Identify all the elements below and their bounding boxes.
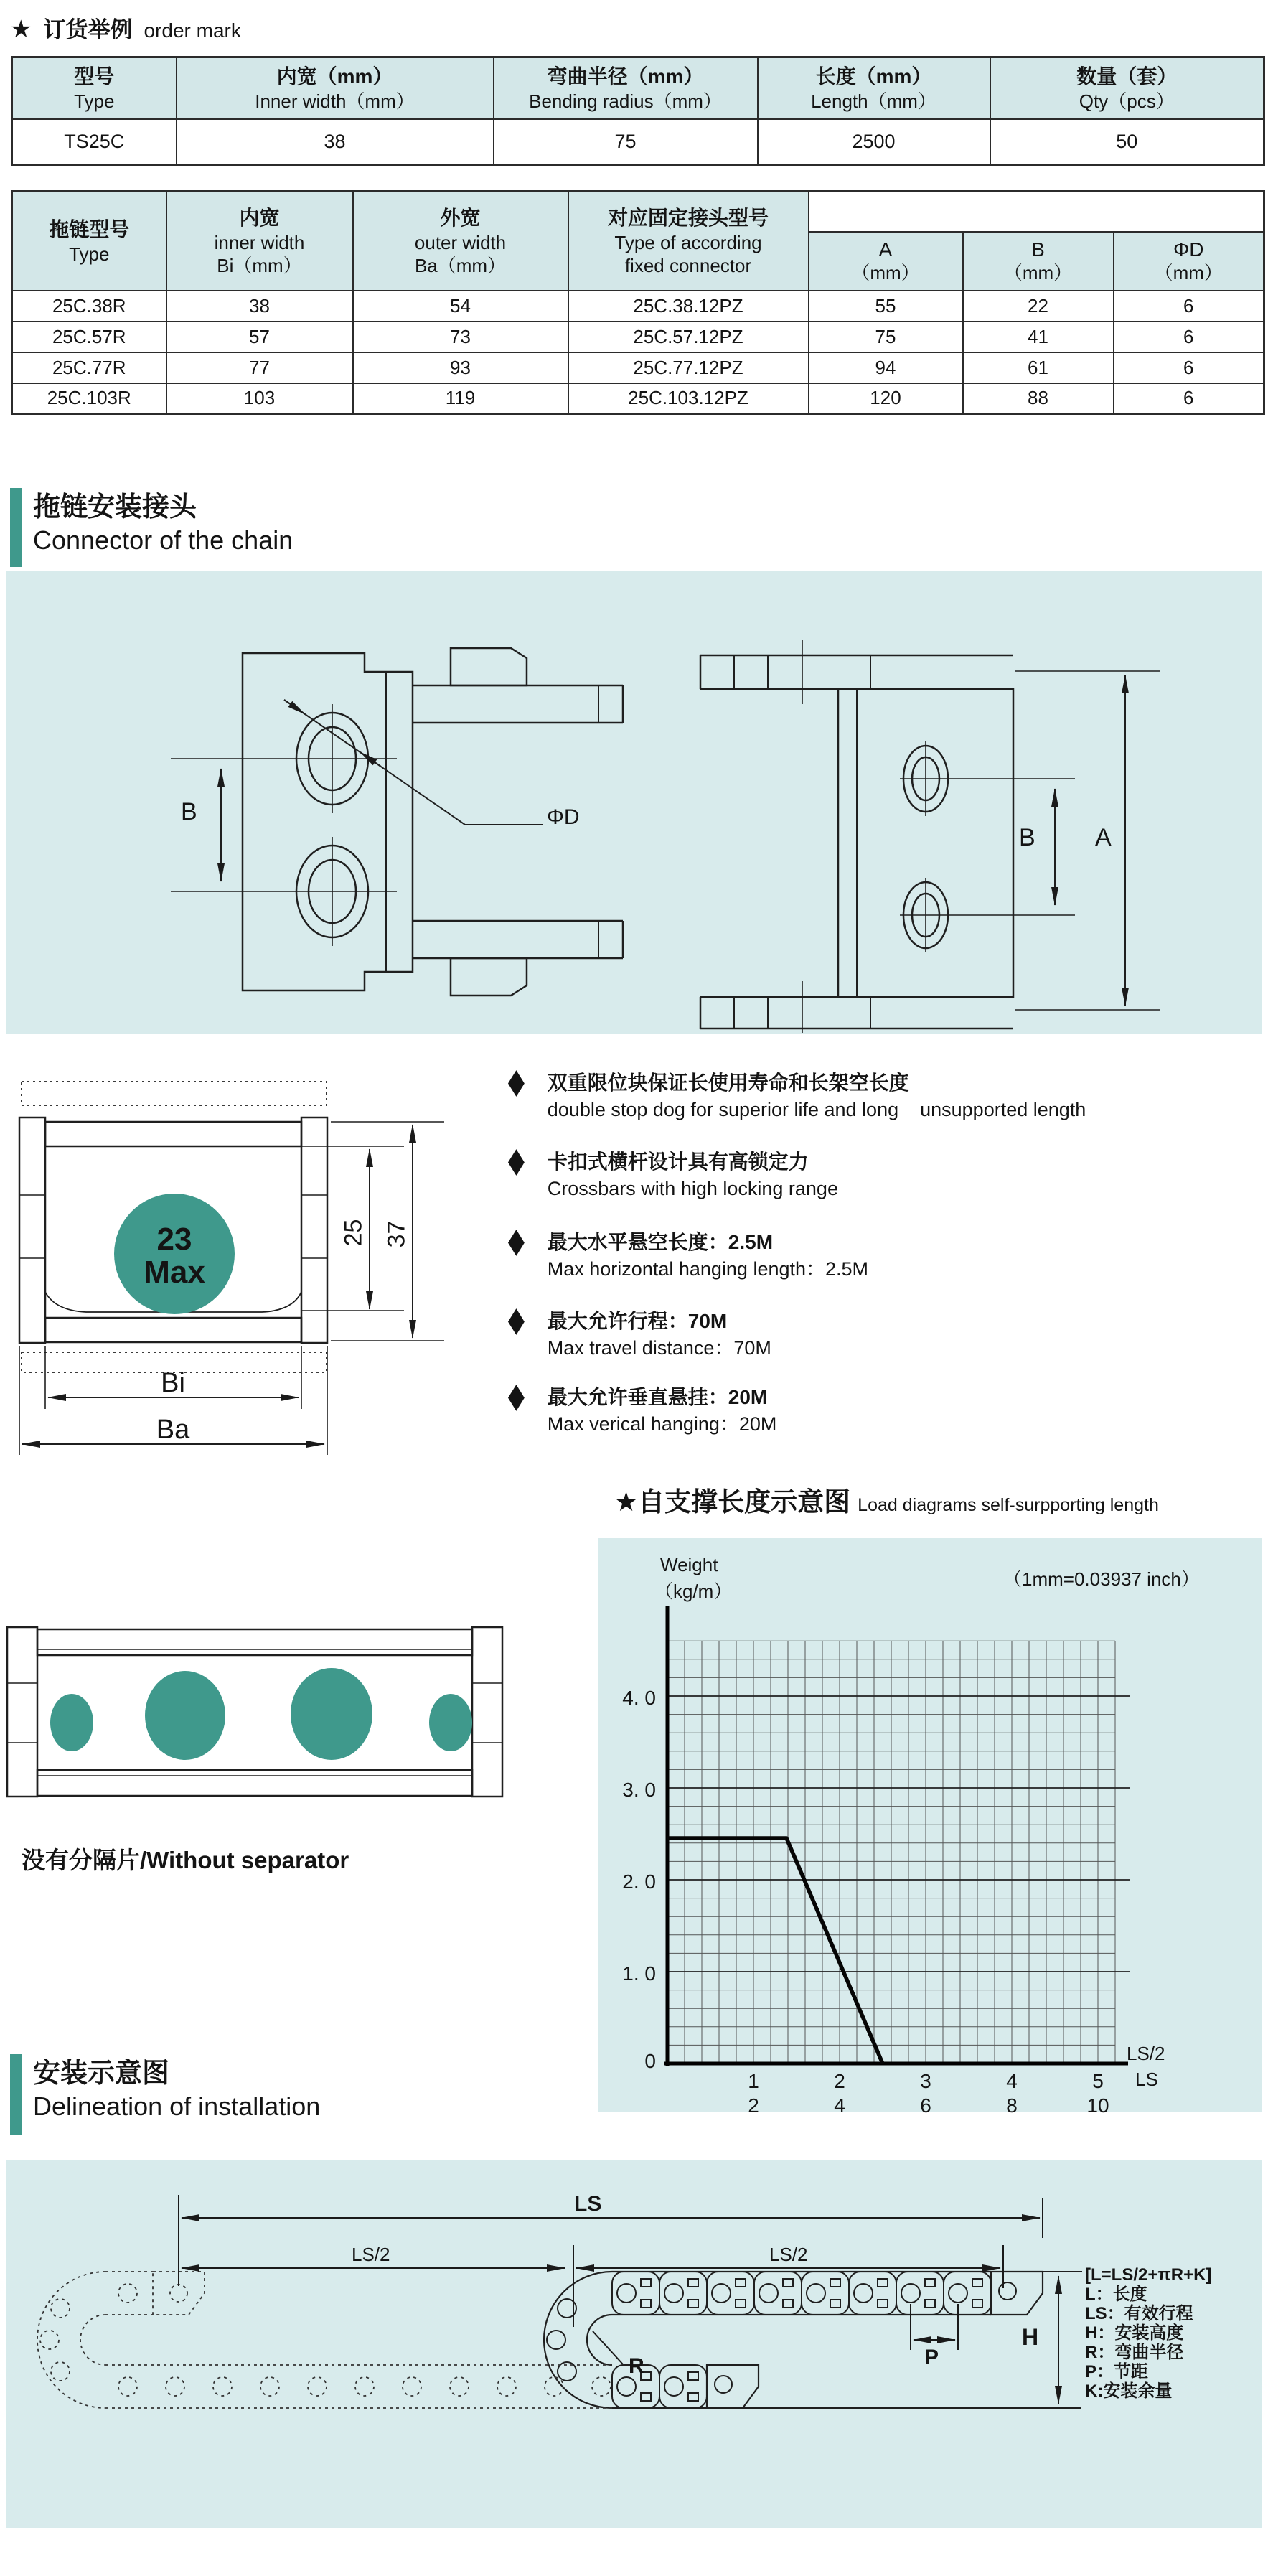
t2-r3-type: 25C.103R	[12, 383, 166, 414]
t1-cell-length: 2500	[758, 119, 990, 165]
t2-r2-d: 6	[1114, 352, 1264, 383]
t2-h-inner-zh: 内宽	[239, 206, 280, 229]
feature-3-zh: 最大水平悬空长度：2.5M	[547, 1231, 774, 1253]
t1-h-bend-en: Bending radius（mm）	[529, 90, 722, 112]
diamond-icon: ◆	[507, 1301, 525, 1339]
t2-r1-conn: 25C.57.12PZ	[568, 322, 809, 352]
t2-r2-b: 61	[963, 352, 1114, 383]
cable-circle-small	[429, 1694, 472, 1751]
table-row	[12, 322, 1264, 352]
chart-title-en: Load diagrams self-surpporting length	[858, 1495, 1159, 1515]
t2-h-type-en: Type	[69, 243, 110, 265]
t2-r2-bi: 77	[166, 352, 353, 383]
xtick-ls2-3: 3	[920, 2070, 931, 2092]
t2-header-inner	[166, 192, 353, 291]
t2-r2-type: 25C.77R	[12, 352, 166, 383]
cable-circle-large	[291, 1668, 372, 1760]
section-connector-zh: 拖链安装接头	[33, 492, 197, 523]
dim-37-label: 37	[382, 1220, 410, 1248]
t2-h-conn-en2: fixed connector	[624, 254, 752, 276]
t2-h-outer-zh: 外宽	[440, 206, 481, 229]
xtick-ls2-5: 5	[1092, 2070, 1104, 2092]
t2-h-conn-en1: Type of according	[614, 231, 762, 253]
legend-k: K:安装余量	[1085, 2381, 1173, 2401]
t2-r1-ba: 73	[353, 322, 568, 352]
chart-ylabel-1: Weight	[660, 1554, 718, 1575]
dim-b-left-label: B	[181, 798, 197, 825]
xtick-ls2-4: 4	[1006, 2070, 1018, 2092]
feature-1-zh: 双重限位块保证长使用寿命和长架空长度	[547, 1072, 909, 1094]
t1-h-inner-en: Inner width（mm）	[255, 90, 415, 112]
t1-h-type-en: Type	[74, 90, 115, 112]
t2-r1-type: 25C.57R	[12, 322, 166, 352]
t2-header-spacer	[809, 192, 1264, 232]
chart-note: （1mm=0.03937 inch）	[1003, 1568, 1200, 1590]
star-icon: ★	[10, 16, 32, 43]
dim-phi-d-label: ΦD	[547, 805, 580, 829]
xtick-ls-8: 8	[1006, 2094, 1018, 2117]
t2-r2-conn: 25C.77.12PZ	[568, 352, 809, 383]
t2-h-inner-unit: Bi（mm）	[217, 254, 302, 276]
order-mark-title-en: order mark	[144, 19, 241, 42]
diamond-icon: ◆	[507, 1222, 525, 1260]
diamond-icon: ◆	[507, 1141, 525, 1179]
separator-caption: 没有分隔片/Without separator	[22, 1847, 349, 1873]
max-circle-unit: Max	[144, 1255, 205, 1290]
t2-r2-ba: 93	[353, 352, 568, 383]
ytick-0: 0	[644, 2050, 656, 2072]
section-install-en: Delineation of installation	[33, 2092, 321, 2121]
t2-r0-type: 25C.38R	[12, 291, 166, 322]
t1-h-len-zh: 长度（mm）	[815, 65, 932, 88]
install-legend	[1085, 2265, 1211, 2401]
order-example-table	[11, 56, 1265, 166]
dim-bi-label: Bi	[161, 1368, 185, 1398]
feature-item	[505, 1301, 1266, 1361]
feature-item	[505, 1062, 1266, 1123]
t2-r3-bi: 103	[166, 383, 353, 414]
t1-cell-inner: 38	[177, 119, 494, 165]
t2-r2-a: 94	[809, 352, 963, 383]
chart-title	[614, 1487, 1159, 1517]
xtick-ls-10: 10	[1086, 2094, 1109, 2117]
section-connector-en: Connector of the chain	[33, 525, 293, 555]
t2-header-a	[809, 232, 963, 291]
xtick-ls2-2: 2	[834, 2070, 845, 2092]
t2-r1-a: 75	[809, 322, 963, 352]
t2-r3-ba: 119	[353, 383, 568, 414]
t1-h-qty-en: Qty（pcs）	[1079, 90, 1175, 112]
feature-1-en: double stop dog for superior life and long unsupported length	[547, 1099, 1086, 1120]
t2-h-type-zh: 拖链型号	[49, 217, 130, 240]
dim-p-label: P	[924, 2346, 939, 2369]
feature-2-zh: 卡扣式横杆设计具有高锁定力	[547, 1151, 809, 1173]
dim-ls2-right-label: LS/2	[769, 2244, 808, 2265]
order-mark-title-zh: 订货举例	[43, 17, 133, 42]
ytick-1: 1. 0	[622, 1962, 656, 1985]
legend-formula: [L=LS/2+πR+K]	[1085, 2265, 1212, 2285]
feature-5-en: Max verical hanging：20M	[547, 1413, 777, 1435]
xtick-ls-2: 2	[748, 2094, 759, 2117]
t1-h-qty-zh: 数量（套）	[1076, 65, 1178, 88]
feature-5-zh: 最大允许垂直悬挂：20M	[547, 1386, 768, 1408]
table-row	[12, 352, 1264, 383]
max-circle-value: 23	[156, 1222, 192, 1257]
table-row	[12, 383, 1264, 414]
chain-spec-table	[11, 190, 1265, 415]
feature-4-zh: 最大允许行程：70M	[547, 1310, 728, 1332]
t1-header-qty	[990, 57, 1264, 119]
dim-r-label: R	[629, 2354, 644, 2378]
cable-circle-large	[145, 1671, 225, 1760]
legend-r: R：弯曲半径	[1085, 2343, 1184, 2362]
t1-header-inner-width	[177, 57, 494, 119]
t1-header-bending-radius	[494, 57, 758, 119]
section-install-heading	[33, 2057, 320, 2123]
feature-item	[505, 1141, 1266, 1202]
t2-r3-b: 88	[963, 383, 1114, 414]
chart-title-zh: ★自支撑长度示意图	[614, 1487, 851, 1517]
t2-r0-b: 22	[963, 291, 1114, 322]
t2-h-b-unit: （mm）	[1003, 261, 1073, 284]
cross-section-drawing	[11, 1073, 470, 1464]
t2-h-conn-zh: 对应固定接头型号	[607, 206, 769, 229]
t2-r3-conn: 25C.103.12PZ	[568, 383, 809, 414]
dim-a-label: A	[1095, 824, 1112, 851]
t2-r0-ba: 54	[353, 291, 568, 322]
t2-h-outer-unit: Ba（mm）	[414, 254, 507, 276]
dim-ls2-left-label: LS/2	[352, 2244, 390, 2265]
t2-r3-a: 120	[809, 383, 963, 414]
feature-item	[505, 1222, 1266, 1282]
xtick-ls-4: 4	[834, 2094, 845, 2117]
xaxis-ls-label: LS	[1135, 2069, 1158, 2090]
t1-h-type-zh: 型号	[74, 65, 115, 88]
section-install-zh: 安装示意图	[33, 2059, 170, 2089]
legend-h: H：安装高度	[1085, 2323, 1184, 2343]
legend-p: P：节距	[1085, 2362, 1149, 2381]
t2-h-d-name: ΦD	[1173, 238, 1204, 261]
t2-r1-d: 6	[1114, 322, 1264, 352]
dim-ls-label: LS	[574, 2192, 602, 2216]
t2-h-b-name: B	[1031, 238, 1045, 261]
ytick-4: 4. 0	[622, 1687, 656, 1709]
feature-item	[505, 1377, 1266, 1437]
t2-r0-bi: 38	[166, 291, 353, 322]
ytick-2: 2. 0	[622, 1870, 656, 1893]
t2-r0-a: 55	[809, 291, 963, 322]
xtick-ls2-1: 1	[748, 2070, 759, 2092]
section-bar	[10, 488, 22, 567]
t1-header-length	[758, 57, 990, 119]
t1-h-len-en: Length（mm）	[811, 90, 936, 112]
t2-h-outer-en: outer width	[414, 231, 507, 253]
chart-ylabel-2: （kg/m）	[654, 1580, 733, 1602]
feature-4-en: Max travel distance：70M	[547, 1337, 771, 1359]
t1-header-type	[12, 57, 177, 119]
dim-25-label: 25	[339, 1219, 367, 1247]
t2-r1-bi: 57	[166, 322, 353, 352]
legend-l: L：长度	[1085, 2285, 1147, 2304]
t2-h-a-unit: （mm）	[851, 261, 920, 284]
t1-cell-bend: 75	[494, 119, 758, 165]
order-mark-header	[10, 11, 241, 44]
t2-header-type	[12, 192, 166, 291]
t2-h-inner-en: inner width	[214, 231, 305, 253]
t2-header-d	[1114, 232, 1264, 291]
installation-drawing	[6, 2160, 1262, 2528]
dim-b-right-label: B	[1019, 824, 1035, 851]
xtick-ls-6: 6	[920, 2094, 931, 2117]
table-row	[12, 291, 1264, 322]
table-row	[12, 119, 1264, 165]
xaxis-ls2-label: LS/2	[1127, 2043, 1165, 2064]
t1-cell-type: TS25C	[12, 119, 177, 165]
legend-ls: LS：有效行程	[1085, 2304, 1193, 2323]
t2-header-outer	[353, 192, 568, 291]
dim-h-label: H	[1022, 2324, 1039, 2350]
t2-r1-b: 41	[963, 322, 1114, 352]
diamond-icon: ◆	[507, 1377, 525, 1415]
t2-h-a-name: A	[878, 238, 893, 261]
t2-h-d-unit: （mm）	[1154, 261, 1223, 284]
cable-circle-small	[50, 1694, 93, 1751]
section-connector-heading	[33, 491, 293, 557]
t2-r0-conn: 25C.38.12PZ	[568, 291, 809, 322]
ytick-3: 3. 0	[622, 1779, 656, 1801]
diamond-icon: ◆	[507, 1062, 525, 1100]
without-separator-drawing	[6, 1608, 508, 1809]
t2-r3-d: 6	[1114, 383, 1264, 414]
t1-cell-qty: 50	[990, 119, 1264, 165]
t2-header-connector	[568, 192, 809, 291]
t2-r0-d: 6	[1114, 291, 1264, 322]
section-bar	[10, 2054, 22, 2135]
feature-2-en: Crossbars with high locking range	[547, 1178, 838, 1199]
load-diagram-chart	[598, 1538, 1262, 2112]
t2-header-b	[963, 232, 1114, 291]
feature-3-en: Max horizontal hanging length：2.5M	[547, 1258, 869, 1280]
t1-h-bend-zh: 弯曲半径（mm）	[547, 65, 704, 88]
dim-ba-label: Ba	[156, 1415, 190, 1445]
t1-h-inner-zh: 内宽（mm）	[276, 65, 393, 88]
